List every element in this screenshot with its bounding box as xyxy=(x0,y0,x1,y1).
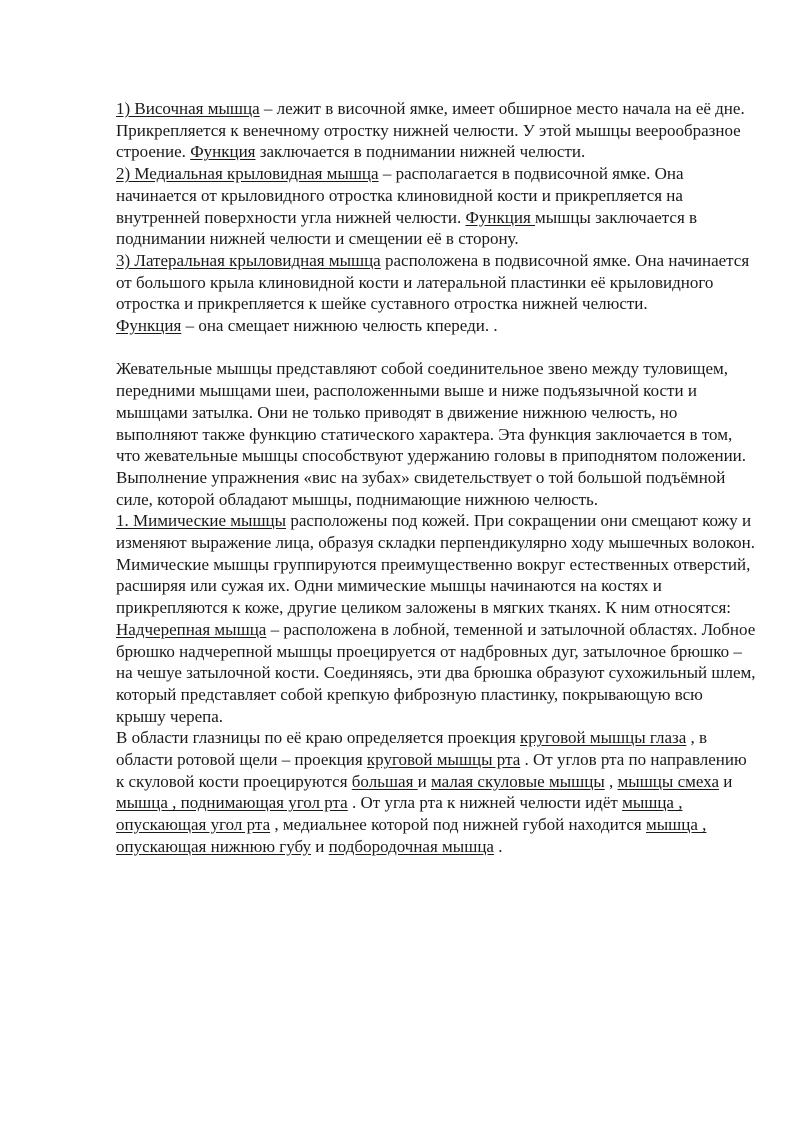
text-segment: . От угла рта к нижней челюсти идёт xyxy=(347,793,623,813)
heading-epicranial-muscle: Надчерепная мышца xyxy=(116,619,267,639)
text-mimic-muscles: расположены под кожей. При сокращении они смещают кожу и изменяют выражение лица, образуя складки перпендикулярно ходу мышечных волокон. Мимические мышцы группируются преимущественно вокруг естественных отверстий, расширяя или сужая их. Одни мимические мышцы начинаются на костях и прикрепляются к коже, другие целиком заложены в мягких тканях. К ним относятся: xyxy=(116,511,755,618)
term-zygomaticus-minor: малая скуловые мышцы xyxy=(431,771,605,791)
term-zygomaticus-major: большая xyxy=(351,771,418,791)
text-segment: , медиальнее которой под нижней губой находится xyxy=(270,815,646,835)
function-label: Функция xyxy=(190,142,256,162)
term-depressor-anguli-oris: мышца , опускающая угол рта xyxy=(116,793,683,835)
text-medial-pterygoid: – располагается в подвисочной ямке. Она начинается от крыловидного отростка клиновидной кости и прикрепляется на внутренней поверхности угла нижней челюсти. xyxy=(116,164,684,227)
paragraph-mimic-muscles xyxy=(116,510,756,619)
paragraph-masticatory-summary xyxy=(116,358,756,510)
function-label: Функция xyxy=(465,207,536,227)
function-label: Функция xyxy=(116,316,182,336)
text-segment: . xyxy=(493,836,503,856)
paragraph-epicranial-muscle xyxy=(116,619,756,728)
paragraph-temporal-muscle xyxy=(116,98,756,163)
paragraph-medial-pterygoid xyxy=(116,163,756,250)
text-epicranial-muscle: – расположена в лобной, теменной и затылочной областях. Лобное брюшко надчерепной мышцы проецируется от надбровных дуг, затылочное брюшко – на чешуе затылочной кости. Соединяясь, эти два брюшка образуют сухожильный шлем, который представляет собой крепкую фиброзную пластинку, покрывающую всю крышу черепа. xyxy=(116,619,756,726)
term-risorius: мышцы смеха xyxy=(617,771,720,791)
text-segment: , xyxy=(604,771,618,791)
heading-medial-pterygoid: 2) Медиальная крыловидная мышца xyxy=(116,164,379,184)
document-page xyxy=(116,98,756,858)
term-orbicularis-oculi: круговой мышцы глаза xyxy=(520,728,687,748)
text-segment: и xyxy=(311,836,329,856)
text-lateral-pterygoid: расположена в подвисочной ямке. Она начинается от большого крыла клиновидной кости и латеральной пластинки её крыловидного отростка и прикрепляется к шейке суставного отростка нижней челюсти. xyxy=(116,250,750,314)
text-segment: и xyxy=(719,771,733,791)
text-segment: , в области ротовой щели – проекция xyxy=(116,728,708,770)
text-masticatory-summary: Жевательные мышцы представляют собой соединительное звено между туловищем, передними мышцами шеи, расположенными выше и ниже подъязычной кости и мышцами затылка. Они не только приводят в движение нижнюю челюсть, но выполняют также функцию статического характера. Эта функция заключается в том, что жевательные мышцы способствуют удержанию головы в приподнятом положении. Выполнение упражнения «вис на зубах» свидетельствует о той большой подъёмной силе, которой обладают мышцы, поднимающие нижнюю челюсть. xyxy=(116,359,747,509)
term-orbicularis-oris: круговой мышцы рта xyxy=(366,750,521,770)
text-medial-function: мышцы заключается в поднимании нижней челюсти и смещении её в сторону. xyxy=(116,207,698,249)
term-depressor-labii-inferioris: мышца , опускающая нижнюю губу xyxy=(116,815,707,856)
text-segment: и xyxy=(417,771,431,791)
heading-lateral-pterygoid: 3) Латеральная крыловидная мышца xyxy=(116,250,381,270)
text-temporal-muscle: – лежит в височной ямке, имеет обширное место начала на её дне. Прикрепляется к венечному отростку нижней челюсти. У этой мышцы веерообразное строение. xyxy=(116,99,745,162)
blank-line xyxy=(116,337,756,359)
text-temporal-function: заключается в поднимании нижней челюсти. xyxy=(255,142,586,162)
heading-mimic-muscles: 1. Мимические мышцы xyxy=(116,511,287,531)
text-lateral-function: – она смещает нижнюю челюсть кпереди. . xyxy=(181,316,498,336)
term-mentalis: подбородочная мышца xyxy=(328,836,494,856)
term-levator-anguli-oris: мышца , поднимающая угол рта xyxy=(116,793,348,813)
text-segment: В области глазницы по её краю определяется проекция xyxy=(116,728,521,748)
paragraph-facial-projections xyxy=(116,727,756,857)
paragraph-lateral-function xyxy=(116,315,756,337)
text-segment: . От углов рта по направлению к скуловой кости проецируются xyxy=(116,750,747,791)
paragraph-lateral-pterygoid xyxy=(116,250,756,315)
heading-temporal-muscle: 1) Височная мышца xyxy=(116,99,260,118)
